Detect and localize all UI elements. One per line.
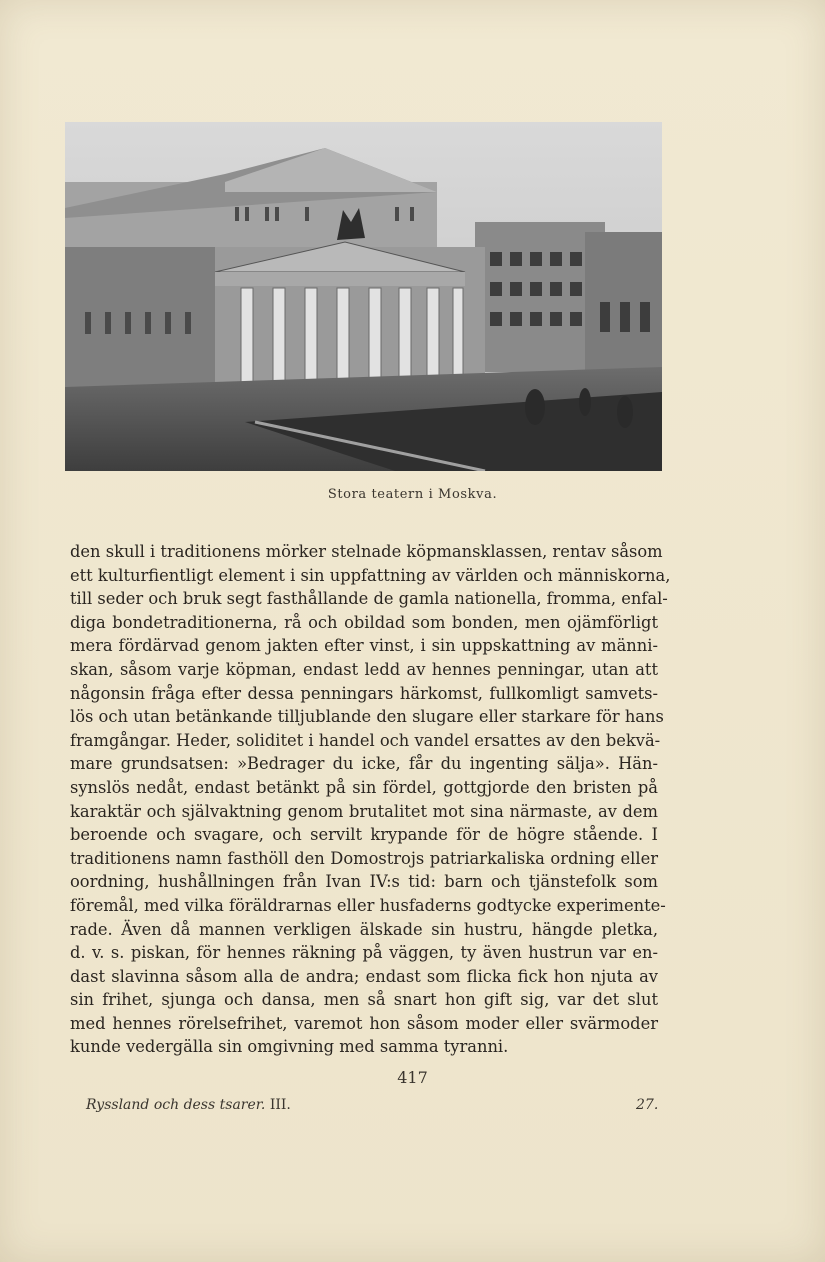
bolshoi-theatre-illustration — [65, 122, 662, 471]
text-line: dast slavinna såsom alla de andra; endast som flicka fick hon njuta av — [70, 966, 658, 986]
theatre-photograph — [65, 122, 662, 471]
text-line: kunde vedergälla sin omgivning med samma tyranni. — [70, 1037, 509, 1057]
volume-number: III. — [269, 1097, 291, 1113]
running-footer — [86, 1097, 291, 1113]
text-line: traditionens namn fasthöll den Domostrojs patriarkaliska ordning eller — [70, 848, 658, 868]
text-line: beroende och svagare, och servilt krypande för de högre stående. I — [70, 825, 658, 845]
text-line: d. v. s. piskan, för hennes räkning på väggen, ty även hustrun var en- — [70, 943, 658, 963]
text-line: den skull i traditionens mörker stelnade köpmansklassen, rentav såsom — [70, 542, 663, 561]
text-line: synslös nedåt, endast betänkt på sin fördel, gottgjorde den bristen på — [70, 777, 658, 797]
text-line: skan, såsom varje köpman, endast ledd av hennes penningar, utan att — [70, 659, 658, 679]
text-line: diga bondetraditionerna, rå och obildad som bonden, men ojämförligt — [70, 612, 658, 632]
text-line: mera fördärvad genom jakten efter vinst, i sin uppskattning av männi- — [70, 636, 658, 656]
text-line: föremål, med vilka föräldrarnas eller husfaderns godtycke experimente- — [70, 895, 666, 915]
book-title: Ryssland och dess tsarer. — [86, 1097, 266, 1113]
text-line: oordning, hushållningen från Ivan IV:s tid: barn och tjänstefolk som — [70, 872, 658, 892]
page-number: 417 — [397, 1068, 428, 1087]
text-line: någonsin fråga efter dessa penningars härkomst, fullkomligt samvets- — [70, 683, 658, 703]
text-line: framgångar. Heder, soliditet i handel och vandel ersattes av den bekvä- — [70, 730, 661, 750]
text-line: rade. Även då mannen verkligen älskade sin hustru, hängde pletka, — [70, 919, 658, 939]
text-line: mare grundsatsen: »Bedrager du icke, får du ingenting sälja». Hän- — [70, 754, 658, 774]
text-line: med hennes rörelsefrihet, varemot hon såsom moder eller svärmoder — [70, 1013, 658, 1033]
figure-caption: Stora teatern i Moskva. — [327, 487, 498, 502]
text-line: karaktär och självaktning genom brutalitet mot sina närmaste, av dem — [70, 801, 658, 821]
signature-mark: 27. — [636, 1097, 659, 1113]
text-line: sin frihet, sjunga och dansa, men så snart hon gift sig, var det slut — [70, 990, 658, 1010]
body-text — [70, 540, 671, 1059]
text-line: lös och utan betänkande tilljublande den slugare eller starkare för hans — [70, 707, 664, 727]
text-line: ett kulturfientligt element i sin uppfattning av världen och människorna, — [70, 565, 671, 585]
text-line: till seder och bruk segt fasthållande de gamla nationella, fromma, enfal- — [70, 589, 668, 609]
